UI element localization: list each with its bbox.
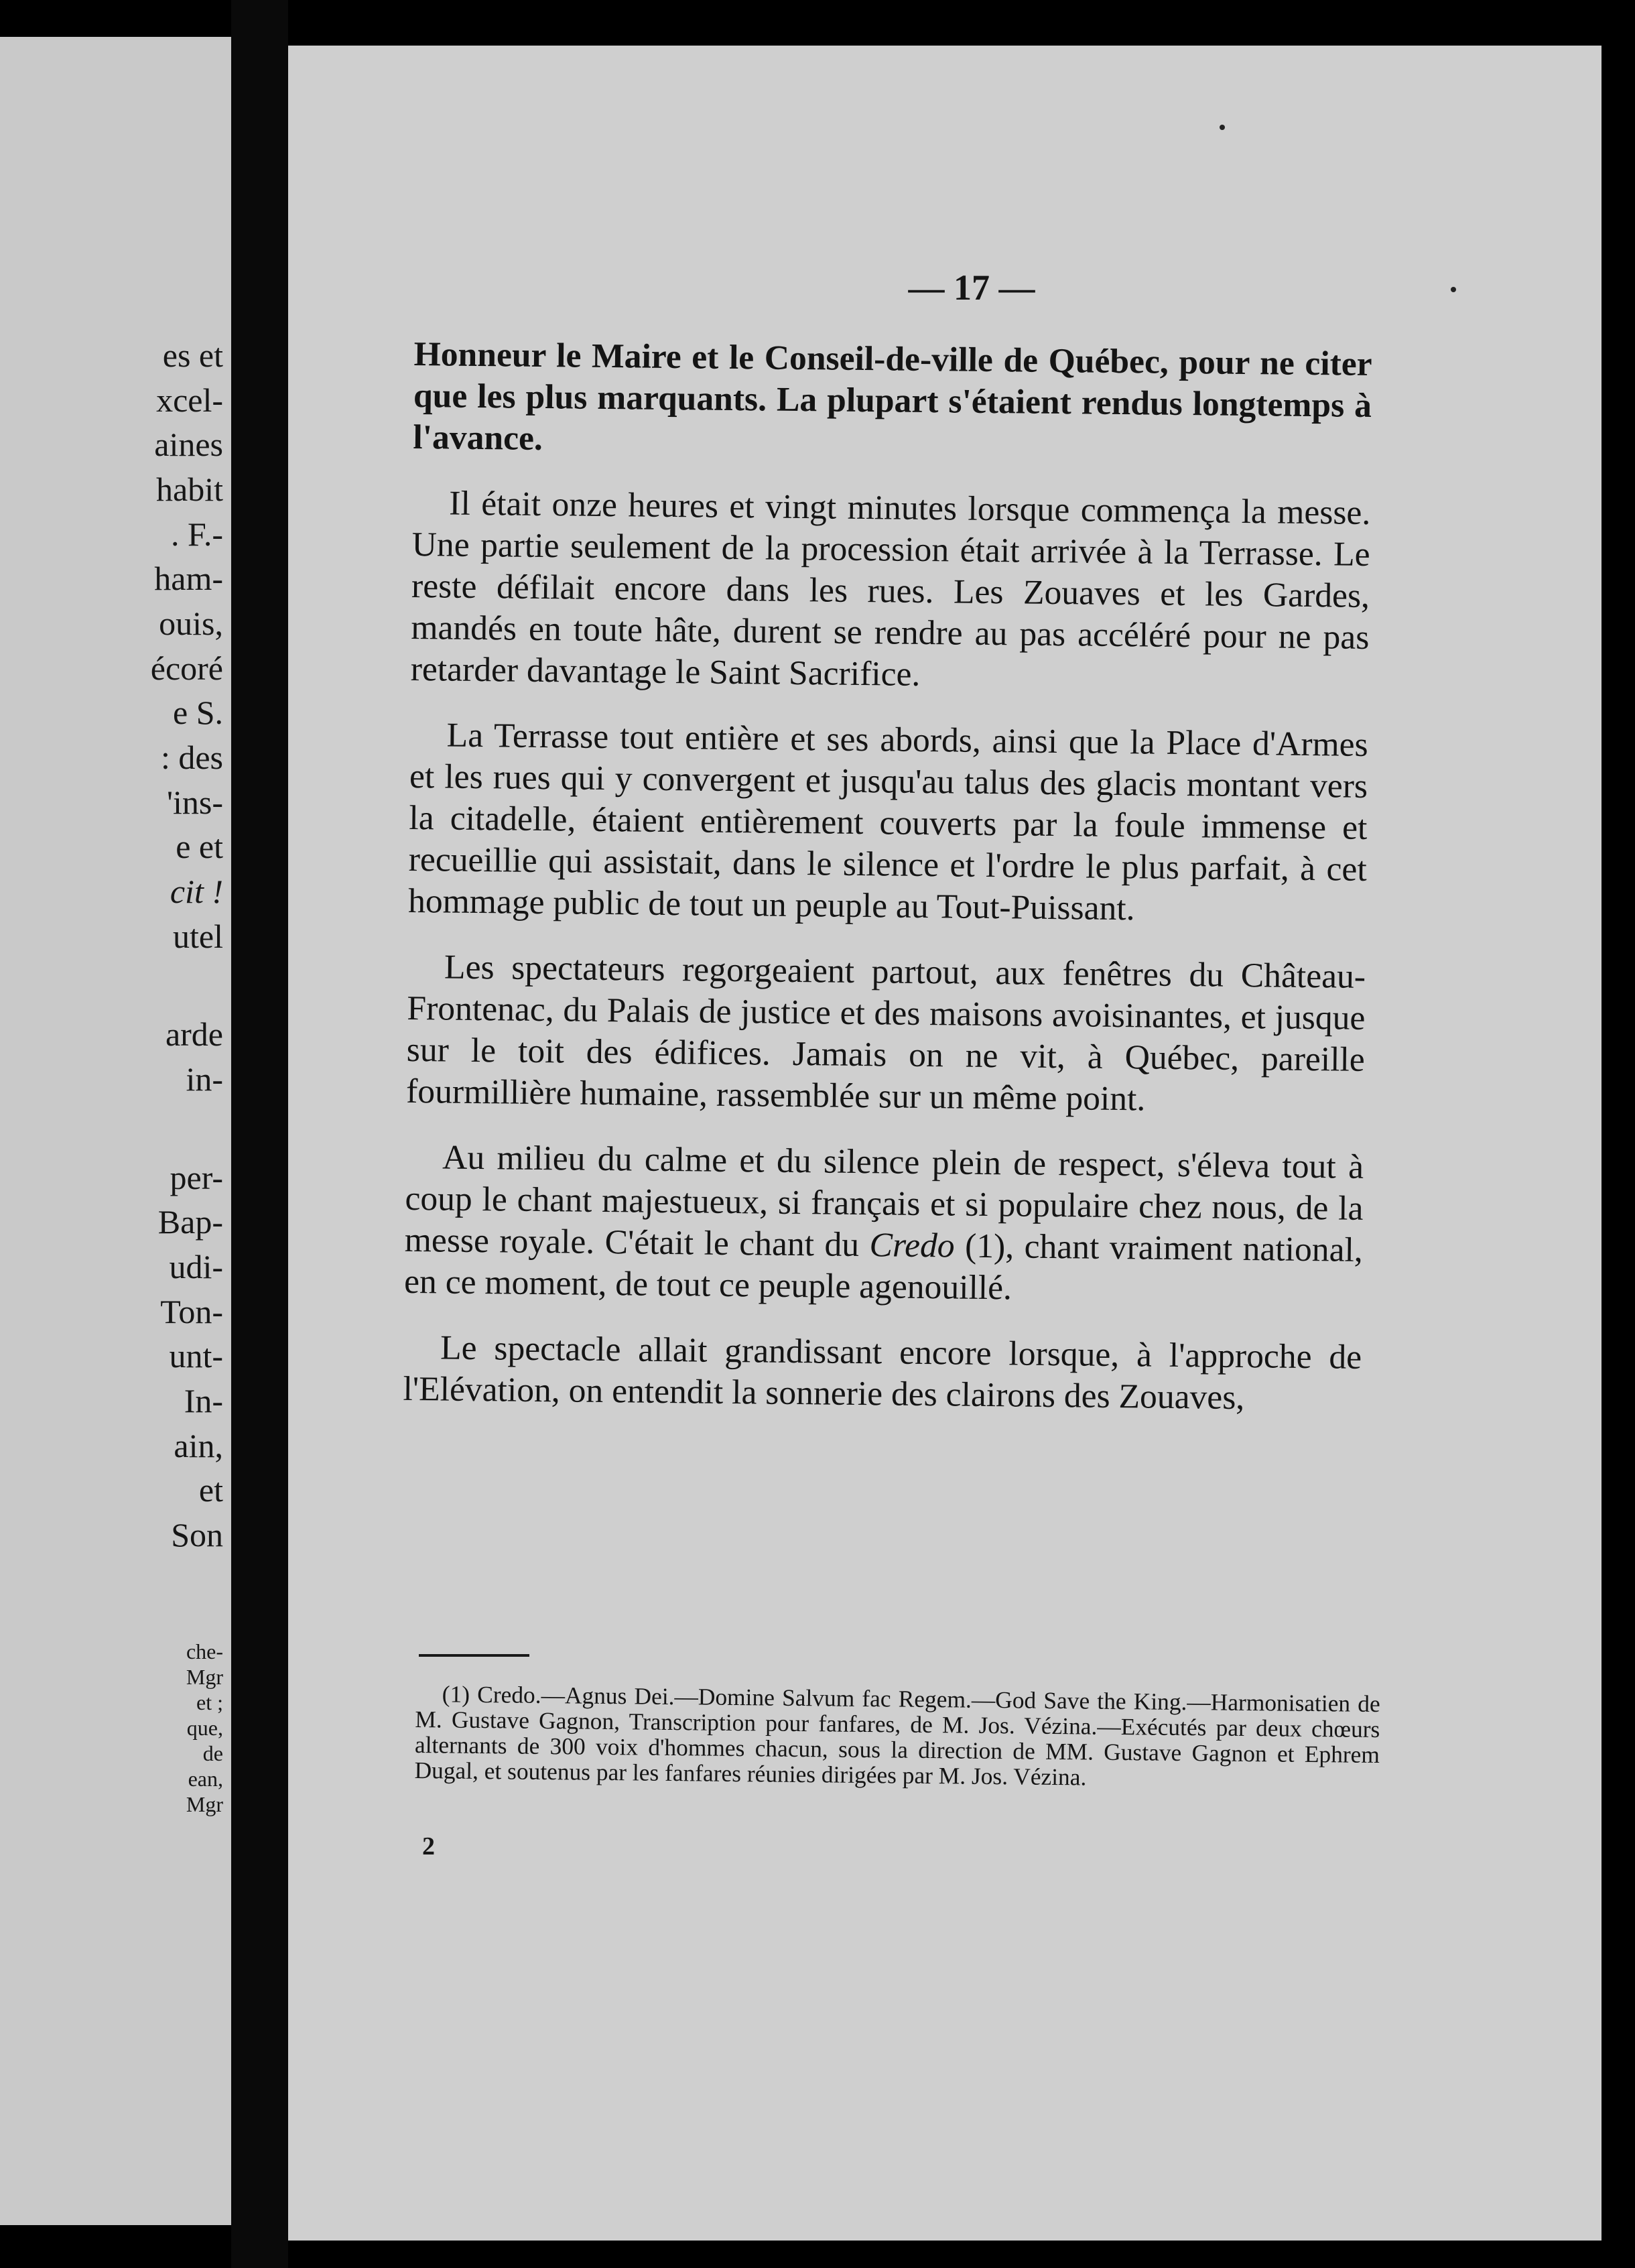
left-footnote-line: que, bbox=[186, 1716, 223, 1740]
footnote bbox=[414, 1681, 1380, 1793]
left-line: utel bbox=[173, 918, 223, 955]
left-line: ham- bbox=[154, 560, 223, 597]
left-footnote-line: et ; bbox=[196, 1690, 223, 1714]
left-footnote-line: ean, bbox=[188, 1767, 223, 1791]
paragraph: Il était onze heures et vingt minutes lorsque commença la messe. Une partie seulement de la procession était arrivée à la Terrasse. Le reste défilait encore dans les rues. Les Zouaves et les Gardes, mandés en toute hâte, durent se rendre au pas accéléré pour ne pas retarder davantage le Saint Sacrifice. bbox=[410, 484, 1371, 694]
paragraph: Le spectacle allait grandissant encore lorsque, à l'approche de l'Elévation, on entendit la sonnerie des clairons des Zouaves, bbox=[403, 1328, 1362, 1418]
paragraph: Les spectateurs regorgeaient partout, aux fenêtres du Château-Frontenac, du Palais de justice et des maisons avoisinantes, et jusque sur le toit des édifices. Jamais on ne vit, à Québec, pareille fourmillière humaine, rassemblée sur un même point. bbox=[405, 948, 1366, 1119]
left-footnote-line: de bbox=[202, 1741, 223, 1765]
left-line: aines bbox=[154, 426, 223, 463]
left-line: in- bbox=[186, 1060, 223, 1098]
credo-italic: Credo bbox=[869, 1226, 955, 1265]
left-line: : des bbox=[160, 739, 223, 776]
left-line: In- bbox=[184, 1382, 223, 1420]
left-page-fragment bbox=[0, 37, 231, 2225]
left-line: per- bbox=[170, 1159, 223, 1196]
left-footnote-line: che- bbox=[186, 1639, 223, 1663]
paper-speck bbox=[1451, 287, 1456, 292]
left-line: arde bbox=[165, 1015, 223, 1053]
paragraph bbox=[404, 1137, 1364, 1313]
left-line: xcel- bbox=[156, 381, 223, 419]
left-line: et bbox=[198, 1471, 223, 1509]
left-line: cit ! bbox=[170, 873, 223, 910]
paragraph-text: Au milieu du calme et du silence plein de respect, s'éleva tout à coup le chant majestueux, si français et si populaire chez nous, de la messe royale. C'était le chant du bbox=[404, 1138, 1364, 1265]
left-line: 'ins- bbox=[166, 783, 223, 821]
paper-speck bbox=[1220, 125, 1225, 130]
left-footnote-line: Mgr bbox=[186, 1792, 223, 1816]
left-line: unt- bbox=[169, 1337, 223, 1375]
footnote-rule bbox=[419, 1654, 529, 1657]
book-gutter bbox=[231, 0, 288, 2268]
left-line: habit bbox=[156, 470, 223, 508]
paragraph: Honneur le Maire et le Conseil-de-ville de Québec, pour ne citer que les plus marquants. La plupart s'étaient rendus longtemps à l'avance. bbox=[413, 334, 1372, 458]
left-line: Bap- bbox=[157, 1203, 223, 1241]
paragraph: La Terrasse tout entière et ses abords, ainsi que la Place d'Armes et les rues qui y convergent et jusqu'au talus des glacis montant vers la citadelle, étaient entièrement couverts par la foule immense et recueillie qui assistait, dans le silence et l'ordre le plus parfait, à cet hommage public de tout un peuple au Tout-Puissant. bbox=[407, 716, 1368, 928]
left-line: Ton- bbox=[160, 1293, 223, 1330]
left-line: ouis, bbox=[159, 605, 223, 642]
body-text bbox=[403, 334, 1372, 1444]
signature-mark: 2 bbox=[422, 1832, 435, 1861]
page-number: — 17 — bbox=[908, 267, 1035, 308]
left-line: e et bbox=[176, 828, 223, 865]
right-page bbox=[288, 46, 1601, 2241]
footnote-text: (1) Credo.—Agnus Dei.—Domine Salvum fac Regem.—God Save the King.—Harmonisatien de M. Gustave Gagnon, Transcription pour fanfares, de M. Jos. Vézina.—Exécutés par deux chœurs alternants de 300 voix d'hommes chacun, sous la direction de MM. Gustave Gagnon et Ephrem Dugal, et soutenus par les fanfares réunies dirigées par M. Jos. Vézina. bbox=[414, 1680, 1380, 1791]
left-line: écoré bbox=[150, 649, 223, 687]
paragraph-text: (1), chant vraiment national, en ce moment, de tout ce peuple agenouillé. bbox=[403, 1226, 1364, 1308]
left-line: . F.- bbox=[171, 515, 223, 553]
left-line: ain, bbox=[174, 1427, 223, 1464]
left-line: e S. bbox=[173, 694, 223, 731]
left-line: es et bbox=[162, 336, 223, 374]
left-line: udi- bbox=[169, 1248, 223, 1285]
left-footnote-line: Mgr bbox=[186, 1665, 223, 1689]
left-line: Son bbox=[171, 1516, 223, 1554]
